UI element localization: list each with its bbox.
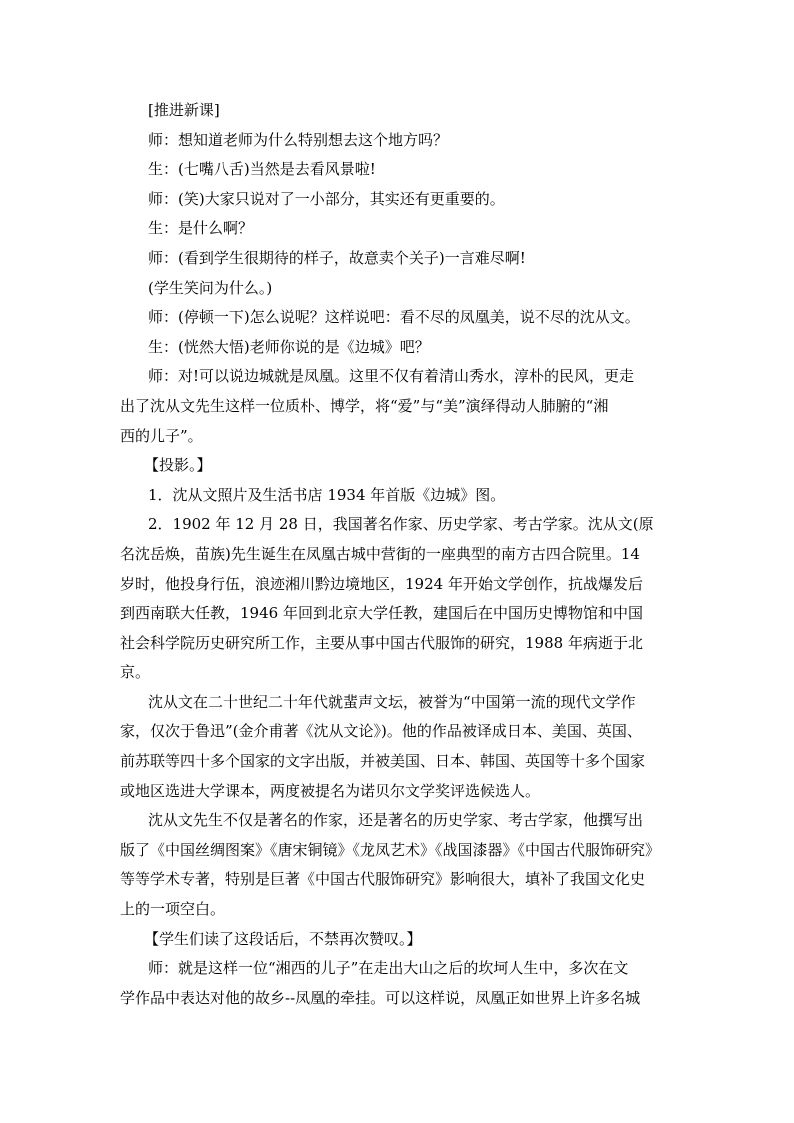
text-line: 等等学术专著，特别是巨著《中国古代服饰研究》影响很大，填补了我国文化史 [120,870,646,889]
text-line: 西的儿子”。 [120,426,203,445]
text-line: 前苏联等四十多个国家的文字出版，并被美国、日本、韩国、英国等十多个国家 [120,752,646,771]
text-line: 师：(看到学生很期待的样子，故意卖个关子)一言难尽啊! [148,248,526,267]
text-line: 出了沈从文先生这样一位质朴、博学，将“爱”与“美”演绎得动人肺腑的“湘 [120,396,609,415]
text-line: 京。 [120,663,151,682]
text-line: 生：是什么啊？ [148,219,254,238]
text-line: 【投影。】 [144,456,212,475]
text-line: 2．1902 年 12 月 28 日，我国著名作家、历史学家、考古学家。沈从文(原 [148,515,654,534]
text-line: 社会科学院历史研究所工作，主要从事中国古代服饰的研究，1988 年病逝于北 [120,633,643,652]
text-line: 或地区选进大学课本，两度被提名为诺贝尔文学奖评选候选人。 [120,781,541,800]
text-line: 岁时，他投身行伍，浪迹湘川黔边境地区，1924 年开始文学创作，抗战爆发后 [120,574,643,593]
text-line: 师：想知道老师为什么特别想去这个地方吗？ [148,130,449,149]
text-line: 生：(恍然大悟)老师你说的是《边城》吧？ [148,337,430,356]
text-line: 家，仅次于鲁迅”(金介甫著《沈从文论》)。他的作品被译成日本、美国、英国、 [120,722,642,741]
text-line: 师：就是这样一位“湘西的儿子”在走出大山之后的坎坷人生中，多次在文 [148,959,629,978]
text-line: 师：(停顿一下)怎么说呢？这样说吧：看不尽的凤凰美，说不尽的沈从文。 [148,308,640,327]
text-line: [推进新课] [148,101,220,119]
text-line: (学生笑问为什么。) [148,278,273,297]
text-line: 生：(七嘴八舌)当然是去看风景啦! [148,160,376,179]
text-line: 【学生们读了这段话后，不禁再次赞叹。】 [144,929,422,948]
text-line: 师：(笑)大家只说对了一小部分，其实还有更重要的。 [148,189,505,208]
text-line: 沈从文在二十世纪二十年代就蜚声文坛，被誉为“中国第一流的现代文学作 [148,692,636,711]
text-line: 1．沈从文照片及生活书店 1934 年首版《边城》图。 [148,485,506,504]
text-line: 版了《中国丝绸图案》《唐宋铜镜》《龙凤艺术》《战国漆器》《中国古代服饰研究》 [120,840,661,859]
text-line: 师：对!可以说边城就是凤凰。这里不仅有着清山秀水，淳朴的民风，更走 [148,367,635,386]
text-line: 学作品中表达对他的故乡--凤凰的牵挂。可以这样说，凤凰正如世界上许多名城 [120,988,641,1007]
text-line: 沈从文先生不仅是著名的作家，还是著名的历史学家、考古学家，他撰写出 [148,811,644,830]
text-line: 到西南联大任教，1946 年回到北京大学任教，建国后在中国历史博物馆和中国 [120,604,643,623]
text-line: 名沈岳焕，苗族)先生诞生在凤凰古城中营街的一座典型的南方古四合院里。14 [120,544,640,563]
text-line: 上的一项空白。 [120,900,226,919]
document-body [120,96,676,1013]
